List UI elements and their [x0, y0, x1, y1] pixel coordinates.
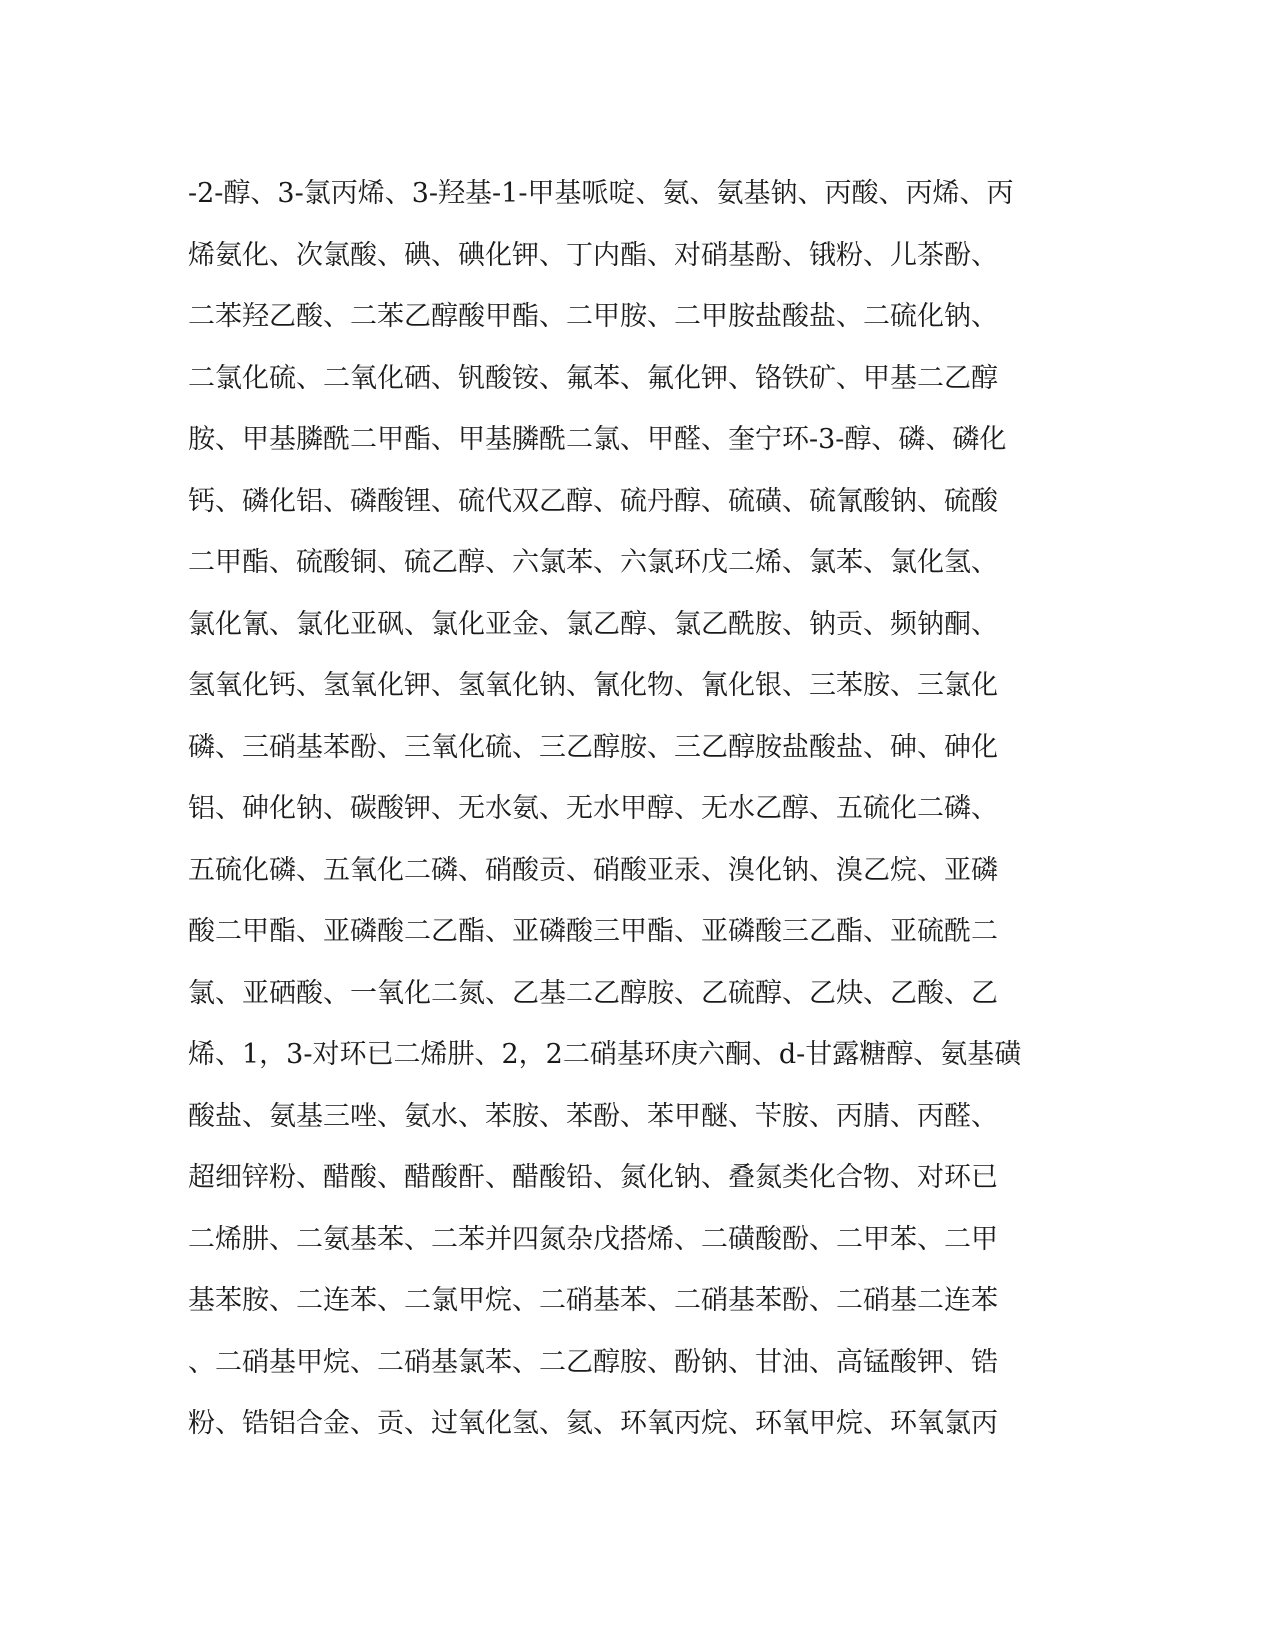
- text-line: 胺、甲基膦酰二甲酯、甲基膦酰二氯、甲醛、奎宁环-3-醇、磷、磷化: [188, 424, 1007, 455]
- body-text: [188, 163, 1068, 1455]
- text-line: 二甲酯、硫酸铜、硫乙醇、六氯苯、六氯环戊二烯、氯苯、氯化氢、: [188, 547, 998, 578]
- text-line: 氯、亚硒酸、一氧化二氮、乙基二乙醇胺、乙硫醇、乙炔、乙酸、乙: [188, 977, 998, 1009]
- text-line: 磷、三硝基苯酚、三氧化硫、三乙醇胺、三乙醇胺盐酸盐、砷、砷化: [188, 731, 998, 763]
- text-line: -2-醇、3-氯丙烯、3-羟基-1-甲基哌啶、氨、氨基钠、丙酸、丙烯、丙: [188, 178, 1014, 209]
- text-line: 基苯胺、二连苯、二氯甲烷、二硝基苯、二硝基苯酚、二硝基二连苯: [188, 1285, 998, 1316]
- text-line: 烯氨化、次氯酸、碘、碘化钾、丁内酯、对硝基酚、锇粉、儿茶酚、: [188, 239, 998, 271]
- text-line: 五硫化磷、五氧化二磷、硝酸贡、硝酸亚汞、溴化钠、溴乙烷、亚磷: [188, 854, 998, 886]
- text-line: 二苯羟乙酸、二苯乙醇酸甲酯、二甲胺、二甲胺盐酸盐、二硫化钠、: [188, 301, 998, 332]
- text-line: 氯化氰、氯化亚砜、氯化亚金、氯乙醇、氯乙酰胺、钠贡、频钠酮、: [188, 608, 998, 640]
- text-line: 酸盐、氨基三唑、氨水、苯胺、苯酚、苯甲醚、苄胺、丙腈、丙醛、: [188, 1100, 998, 1132]
- text-line: 氢氧化钙、氢氧化钾、氢氧化钠、氰化物、氰化银、三苯胺、三氯化: [188, 670, 998, 701]
- text-line: 超细锌粉、醋酸、醋酸酐、醋酸铅、氮化钠、叠氮类化合物、对环已: [188, 1162, 998, 1193]
- text-line: 铝、砷化钠、碳酸钾、无水氨、无水甲醇、无水乙醇、五硫化二磷、: [188, 793, 998, 824]
- text-line: 钙、磷化铝、磷酸锂、硫代双乙醇、硫丹醇、硫磺、硫氰酸钠、硫酸: [188, 485, 998, 517]
- text-line: 粉、锆铝合金、贡、过氧化氢、氦、环氧丙烷、环氧甲烷、环氧氯丙: [188, 1408, 998, 1439]
- text-line: 、二硝基甲烷、二硝基氯苯、二乙醇胺、酚钠、甘油、高锰酸钾、锆: [188, 1346, 998, 1378]
- text-line: 二烯肼、二氨基苯、二苯并四氮杂戊搭烯、二磺酸酚、二甲苯、二甲: [188, 1223, 998, 1255]
- text-line: 二氯化硫、二氧化硒、钒酸铵、氟苯、氟化钾、铬铁矿、甲基二乙醇: [188, 362, 998, 394]
- text-line: 酸二甲酯、亚磷酸二乙酯、亚磷酸三甲酯、亚磷酸三乙酯、亚硫酰二: [188, 916, 998, 947]
- text-line: 烯、1，3-对环已二烯肼、2，2二硝基环庚六酮、d-甘露糖醇、氨基磺: [188, 1039, 1022, 1070]
